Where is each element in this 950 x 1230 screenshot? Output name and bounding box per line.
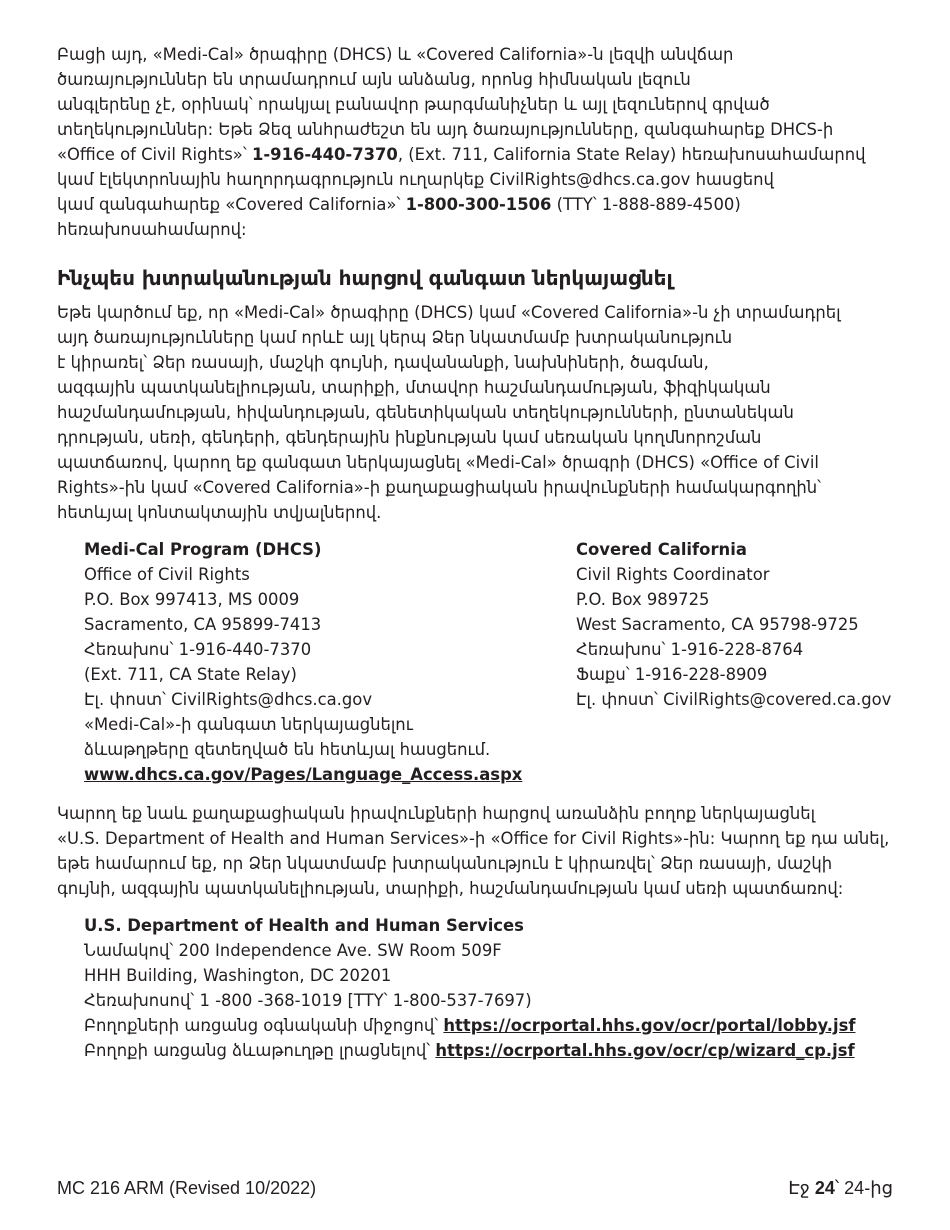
document-page — [57, 42, 897, 1063]
address-line: «Medi-Cal»-ի գանգատ ներկայացնելու — [84, 715, 413, 734]
address-line: HHH Building, Washington, DC 20201 — [84, 966, 392, 985]
address-line: Ֆաքս՝ 1-916-228-8909 — [576, 665, 768, 684]
address-blocks — [84, 537, 897, 787]
address-line: Բողոքի առցանց ձևաթուղթը լրացնելով՝ https://ocrportal.hhs.gov/ocr/cp/wizard_cp.jsf — [84, 1041, 855, 1060]
intro-line: Բացի այդ, «Medi-Cal» ծրագիրը (DHCS) և «Covered California»-ն լեզվի անվճար — [57, 45, 734, 64]
address-line: Civil Rights Coordinator — [576, 565, 770, 584]
complaint-line: հետևյալ կոնտակտային տվյալներով. — [57, 503, 382, 522]
intro-line: ծառայություններ են տրամադրում այն անձանց, որոնց հիմնական լեզուն — [57, 70, 691, 89]
hhs-intro-line: եթե համարում եք, որ Ձեր նկատմամբ խտրականություն է կիրառվել՝ Ձեր ռասայի, մաշկի — [57, 854, 833, 873]
intro-line: կամ զանգահարեք «Covered California»՝ 1-800-300-1506 (TTY՝ 1-888-889-4500) — [57, 195, 741, 214]
page-number: Էջ 24՝ 24-ից — [788, 1178, 893, 1198]
complaint-line: Եթե կարծում եք, որ «Medi-Cal» ծրագիրը (DHCS) կամ «Covered California»-ն չի տրամադրել — [57, 303, 841, 322]
complaint-line: դրության, սեռի, գենդերի, գենդերային ինքնության կամ սեռական կողմնորոշման — [57, 428, 762, 447]
hhs-name: U.S. Department of Health and Human Services — [84, 916, 524, 935]
complaint-line: ազգային պատկանելիության, տարիքի, մտավոր հաշմանդամության, ֆիզիկական — [57, 378, 771, 397]
complaint-line: պատճառով, կարող եք գանգատ ներկայացնել «Medi-Cal» ծրագրի (DHCS) «Office of Civil — [57, 453, 819, 472]
dhcs-language-access-link[interactable]: www.dhcs.ca.gov/Pages/Language_Access.aspx — [84, 765, 523, 784]
covered-california-address — [576, 537, 891, 787]
address-line: ձևաթղթերը զետեղված են հետևյալ հասցեում. — [84, 740, 491, 759]
address-line: Հեռախոս՝ 1-916-228-8764 — [576, 640, 804, 659]
intro-line: կամ էլեկտրոնային հաղորդագրություն ուղարկեք CivilRights@dhcs.ca.gov հասցեով — [57, 170, 774, 189]
hhs-address — [84, 913, 897, 1063]
form-id: MC 216 ARM (Revised 10/2022) — [57, 1178, 317, 1198]
covered-name: Covered California — [576, 540, 747, 559]
ocr-portal-link[interactable]: https://ocrportal.hhs.gov/ocr/portal/lobby.jsf — [443, 1016, 856, 1035]
language-services-paragraph — [57, 42, 897, 242]
address-line: Բողոքների առցանց օգնականի միջոցով՝ https://ocrportal.hhs.gov/ocr/portal/lobby.jsf — [84, 1016, 856, 1035]
address-line: Sacramento, CA 95899-7413 — [84, 615, 322, 634]
address-line: Հեռախոս՝ 1-916-440-7370 — [84, 640, 312, 659]
ocr-complaint-form-link[interactable]: https://ocrportal.hhs.gov/ocr/cp/wizard_cp.jsf — [435, 1041, 855, 1060]
address-line: Էլ. փոստ՝ CivilRights@dhcs.ca.gov — [84, 690, 373, 709]
complaint-heading: Ինչպես խտրականության հարցով գանգատ ներկայացնել — [57, 266, 673, 290]
complaint-line: է կիրառել՝ Ձեր ռասայի, մաշկի գույնի, դավանանքի, նախնիների, ծագման, — [57, 353, 709, 372]
address-line: Էլ. փոստ՝ CivilRights@covered.ca.gov — [576, 690, 892, 709]
intro-line: անգլերենը չէ, օրինակ՝ որակյալ բանավոր թարգմանիչներ և այլ լեզուներով գրված — [57, 95, 770, 114]
complaint-line: Rights»-ին կամ «Covered California»-ի քաղաքացիական իրավունքների համակարգողին՝ — [57, 478, 822, 497]
intro-line: հեռախոսահամարով: — [57, 220, 247, 239]
dhcs-name: Medi-Cal Program (DHCS) — [84, 540, 322, 559]
hhs-paragraph — [57, 801, 897, 901]
complaint-line: այդ ծառայությունները կամ որևէ այլ կերպ Ձեր նկատմամբ խտրականություն — [57, 328, 733, 347]
address-line: P.O. Box 989725 — [576, 590, 710, 609]
dhcs-address — [84, 537, 576, 787]
hhs-intro-line: «U.S. Department of Health and Human Services»-ի «Office for Civil Rights»-ին: Կարող եք դա անել, — [57, 829, 890, 848]
intro-line: «Office of Civil Rights»՝ 1-916-440-7370, (Ext. 711, California State Relay) հեռախոսահամարով — [57, 145, 866, 164]
complaint-paragraph — [57, 300, 897, 525]
address-line: West Sacramento, CA 95798-9725 — [576, 615, 859, 634]
address-line: Office of Civil Rights — [84, 565, 250, 584]
intro-line: տեղեկություններ: Եթե Ձեզ անհրաժեշտ են այդ ծառայությունները, զանգահարեք DHCS-ի — [57, 120, 834, 139]
page-footer — [57, 1178, 893, 1199]
address-line: (Ext. 711, CA State Relay) — [84, 665, 297, 684]
address-line: Նամակով՝ 200 Independence Ave. SW Room 509F — [84, 941, 502, 960]
hhs-intro-line: Կարող եք նաև քաղաքացիական իրավունքների հարցով առանձին բողոք ներկայացնել — [57, 804, 816, 823]
covered-phone: 1-800-300-1506 — [405, 195, 552, 214]
hhs-intro-line: գույնի, ազգային պատկանելիության, տարիքի, հաշմանդամության կամ սեռի պատճառով: — [57, 879, 844, 898]
address-line: P.O. Box 997413, MS 0009 — [84, 590, 300, 609]
address-line: Հեռախոսով՝ 1 -800 -368-1019 [TTY՝ 1-800-537-7697) — [84, 991, 532, 1010]
complaint-line: հաշմանդամության, հիվանդության, գենետիկական տեղեկությունների, ընտանեկան — [57, 403, 794, 422]
dhcs-phone: 1-916-440-7370 — [251, 145, 398, 164]
